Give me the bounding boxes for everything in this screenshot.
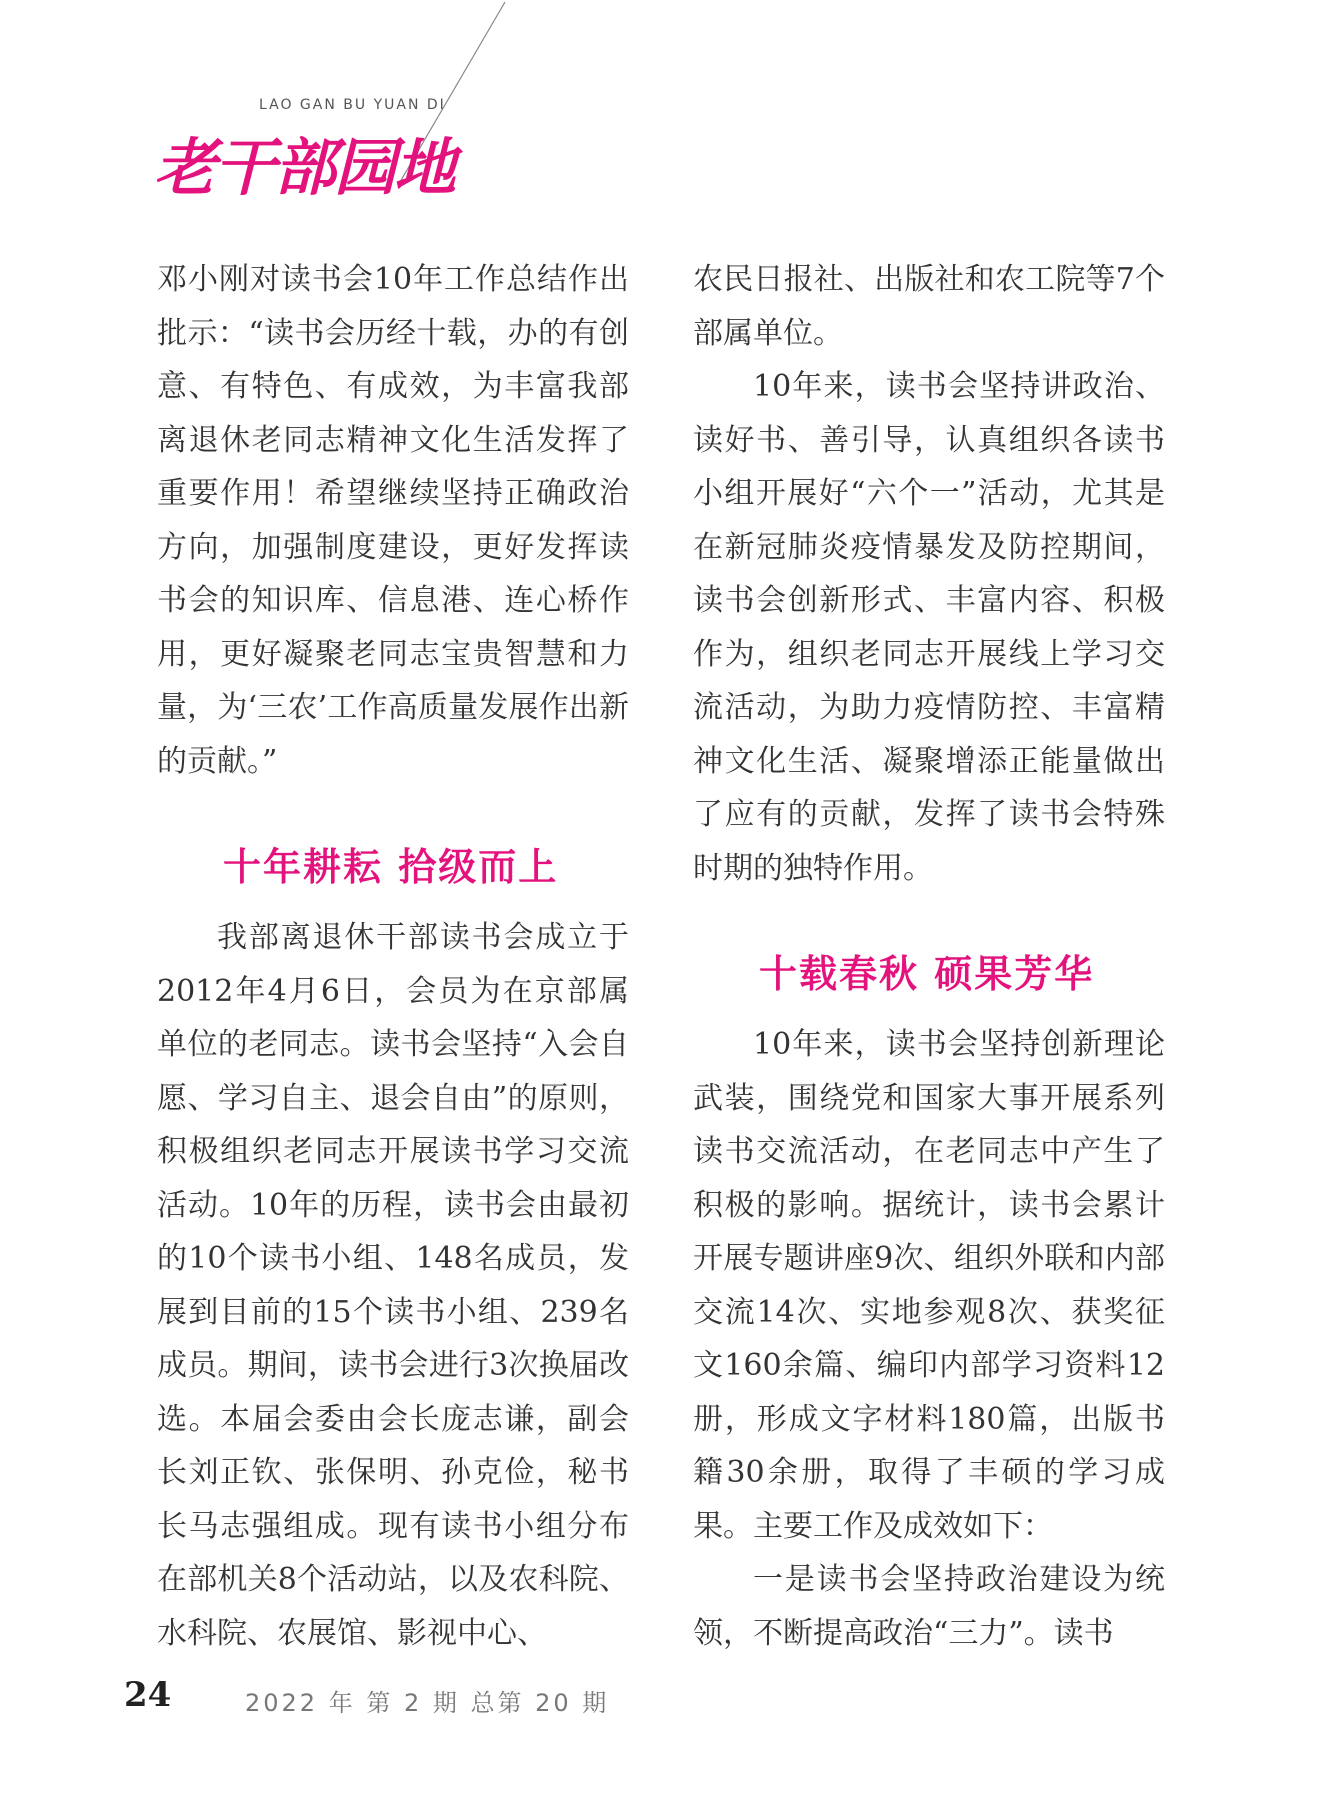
section-heading-1: 十年耕耘 拾级而上 bbox=[223, 845, 559, 889]
masthead-title: 老干部园地 bbox=[154, 131, 455, 204]
masthead bbox=[150, 0, 530, 204]
right-column bbox=[693, 253, 1165, 1660]
right-paragraph-1: 农民日报社、出版社和农工院等7个部属单位。 bbox=[693, 262, 1165, 351]
right-paragraph-2: 10年来，读书会坚持讲政治、读好书、善引导，认真组织各读书小组开展好“六个一”活动，尤其是在新冠肺炎疫情暴发及防控期间，读书会创新形式、丰富内容、积极作为，组织老同志开展线上学习交流活动，为助力疫情防控、丰富精神文化生活、凝聚增添正能量做出了应有的贡献，发挥了读书会特殊时期的独特作用。 bbox=[693, 369, 1165, 886]
right-paragraph-4: 一是读书会坚持政治建设为统领，不断提高政治“三力”。读书 bbox=[693, 1562, 1165, 1651]
left-paragraph-1: 邓小刚对读书会10年工作总结作出批示：“读书会历经十载，办的有创意、有特色、有成效，为丰富我部离退休老同志精神文化生活发挥了重要作用！希望继续坚持正确政治方向，加强制度建设，更好发挥读书会的知识库、信息港、连心桥作用，更好凝聚老同志宝贵智慧和力量，为‘三农’工作高质量发展作出新的贡献。” bbox=[157, 262, 629, 779]
masthead-pinyin: LAO GAN BU YUAN DI bbox=[259, 97, 446, 113]
section-heading-2: 十载春秋 硕果芳华 bbox=[759, 952, 1095, 996]
right-paragraph-3: 10年来，读书会坚持创新理论武装，围绕党和国家大事开展系列读书交流活动，在老同志中产生了积极的影响。据统计，读书会累计开展专题讲座9次、组织外联和内部交流14次、实地参观8次、获奖征文160余篇、编印内部学习资料12册，形成文字材料180篇，出版书籍30余册，取得了丰硕的学习成果。主要工作及成效如下： bbox=[693, 1027, 1165, 1544]
page-footer bbox=[124, 1675, 1024, 1725]
issue-info: 2022 年 第 2 期 总第 20 期 bbox=[245, 1689, 610, 1717]
left-paragraph-2: 我部离退休干部读书会成立于2012年4月6日，会员为在京部属单位的老同志。读书会坚持“入会自愿、学习自主、退会自由”的原则，积极组织老同志开展读书学习交流活动。10年的历程，读书会由最初的10个读书小组、148名成员，发展到目前的15个读书小组、239名成员。期间，读书会进行3次换届改选。本届会委由会长庞志谦，副会长刘正钦、张保明、孙克俭，秘书长马志强组成。现有读书小组分布在部机关8个活动站，以及农科院、水科院、农展馆、影视中心、 bbox=[157, 920, 629, 1651]
left-column bbox=[157, 253, 629, 1660]
page-number: 24 bbox=[124, 1675, 172, 1715]
